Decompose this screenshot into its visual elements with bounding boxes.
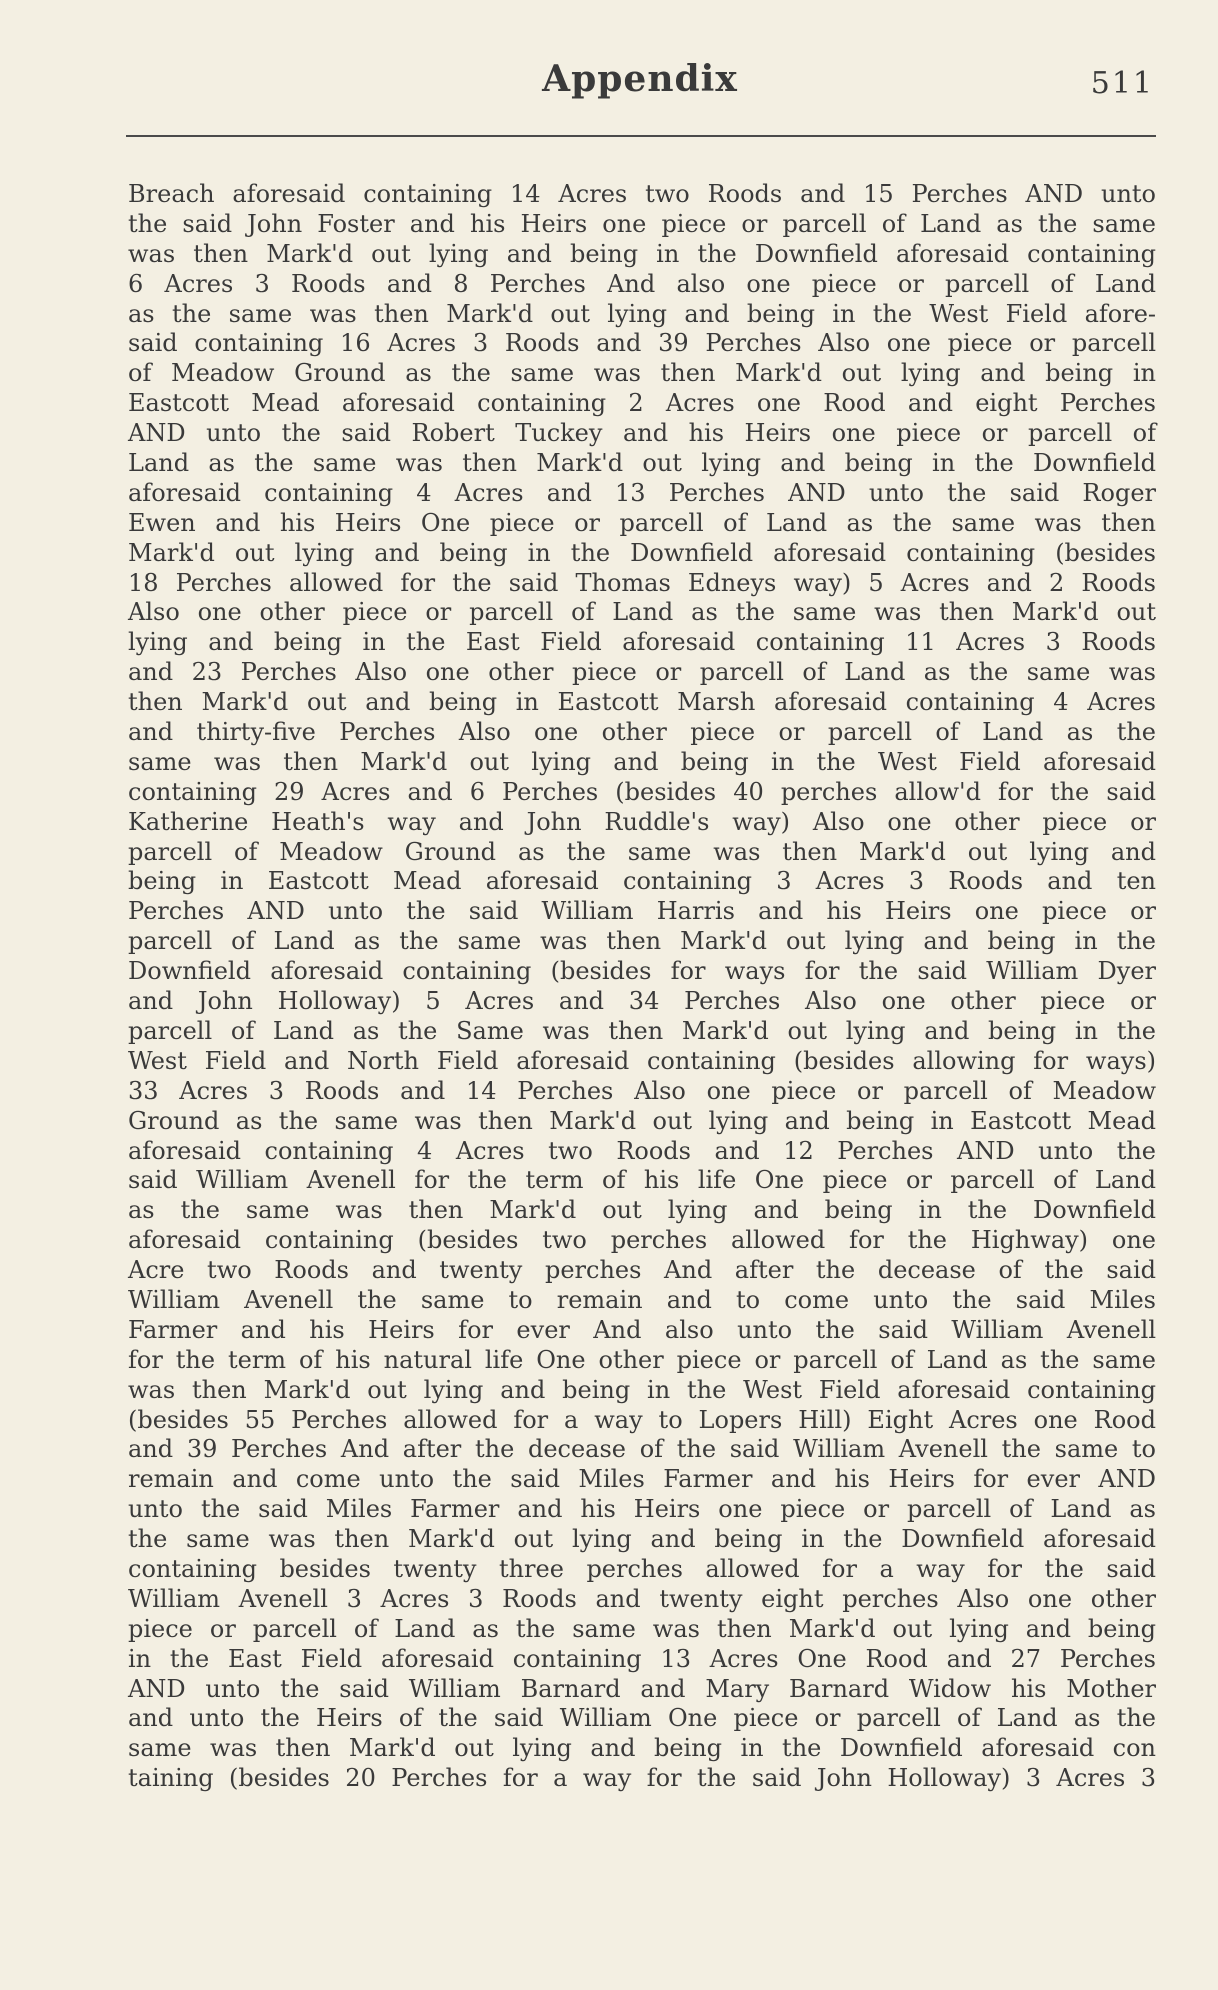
text-line: aforesaid containing 4 Acres and 13 Perches AND unto the said Roger [128, 478, 1156, 507]
text-line: 33 Acres 3 Roods and 14 Perches Also one piece or parcell of Meadow [128, 1076, 1156, 1105]
text-line: lying and being in the East Field aforesaid containing 11 Acres 3 Roods [128, 628, 1156, 657]
text-line: in the East Field aforesaid containing 13 Acres One Rood and 27 Perches [128, 1644, 1156, 1673]
text-line: Breach aforesaid containing 14 Acres two Roods and 15 Perches AND unto [128, 180, 1156, 208]
text-line: said containing 16 Acres 3 Roods and 39 Perches Also one piece or parcell [128, 329, 1156, 358]
text-line: 6 Acres 3 Roods and 8 Perches And also one piece or parcell of Land [128, 269, 1156, 298]
text-line: William Avenell the same to remain and to come unto the said Miles [128, 1285, 1156, 1314]
text-line: and 23 Perches Also one other piece or parcell of Land as the same was [128, 658, 1156, 687]
text-line: same was then Mark'd out lying and being in the Downfield aforesaid con [128, 1734, 1156, 1763]
text-line: piece or parcell of Land as the same was then Mark'd out lying and being [128, 1614, 1156, 1643]
running-head: Appendix [542, 58, 738, 100]
text-line: and unto the Heirs of the said William One piece or parcell of Land as the [128, 1704, 1156, 1733]
text-line: AND unto the said Robert Tuckey and his Heirs one piece or parcell of [128, 419, 1156, 448]
text-line: was then Mark'd out lying and being in the West Field aforesaid containing [128, 1375, 1156, 1404]
text-line: as the same was then Mark'd out lying and being in the West Field afore- [128, 299, 1156, 328]
text-line: parcell of Land as the same was then Mark'd out lying and being in the [128, 927, 1156, 956]
text-line: remain and come unto the said Miles Farmer and his Heirs for ever AND [128, 1465, 1156, 1494]
text-line: the same was then Mark'd out lying and being in the Downfield aforesaid [128, 1525, 1156, 1554]
text-line: the said John Foster and his Heirs one piece or parcell of Land as the same [128, 209, 1156, 238]
text-line: aforesaid containing (besides two perches allowed for the Highway) one [128, 1226, 1156, 1255]
text-line: taining (besides 20 Perches for a way for the said John Holloway) 3 Acres 3 [128, 1764, 1156, 1793]
header-rule [126, 135, 1156, 137]
text-line: same was then Mark'd out lying and being in the West Field aforesaid [128, 747, 1156, 776]
text-line: and thirty-five Perches Also one other piece or parcell of Land as the [128, 718, 1156, 747]
text-line: Katherine Heath's way and John Ruddle's way) Also one other piece or [128, 807, 1156, 836]
text-line: AND unto the said William Barnard and Mary Barnard Widow his Mother [128, 1674, 1156, 1703]
page-number: 511 [1090, 66, 1154, 101]
text-line: aforesaid containing 4 Acres two Roods and 12 Perches AND unto the [128, 1136, 1156, 1165]
text-line: William Avenell 3 Acres 3 Roods and twenty eight perches Also one other [128, 1584, 1156, 1613]
text-line: 18 Perches allowed for the said Thomas Edneys way) 5 Acres and 2 Roods [128, 568, 1156, 597]
text-line: Farmer and his Heirs for ever And also unto the said William Avenell [128, 1315, 1156, 1344]
text-line: and John Holloway) 5 Acres and 34 Perches Also one other piece or [128, 987, 1156, 1016]
text-line: said William Avenell for the term of his life One piece or parcell of Land [128, 1166, 1156, 1195]
text-line: for the term of his natural life One other piece or parcell of Land as the same [128, 1345, 1156, 1374]
text-line: Mark'd out lying and being in the Downfield aforesaid containing (besides [128, 538, 1156, 567]
text-line: containing 29 Acres and 6 Perches (besides 40 perches allow'd for the said [128, 777, 1156, 806]
text-line: (besides 55 Perches allowed for a way to Lopers Hill) Eight Acres one Rood [128, 1405, 1156, 1434]
text-line: being in Eastcott Mead aforesaid containing 3 Acres 3 Roods and ten [128, 867, 1156, 896]
text-line: Downfield aforesaid containing (besides for ways for the said William Dyer [128, 957, 1156, 986]
text-line: unto the said Miles Farmer and his Heirs one piece or parcell of Land as [128, 1495, 1156, 1524]
text-line: West Field and North Field aforesaid containing (besides allowing for ways) [128, 1046, 1156, 1075]
text-line: Land as the same was then Mark'd out lying and being in the Downfield [128, 449, 1156, 478]
text-line: and 39 Perches And after the decease of the said William Avenell the same to [128, 1435, 1156, 1464]
text-line: containing besides twenty three perches allowed for a way for the said [128, 1554, 1156, 1583]
page-header [126, 58, 1154, 118]
text-line: as the same was then Mark'd out lying and being in the Downfield [128, 1196, 1156, 1225]
text-line: then Mark'd out and being in Eastcott Marsh aforesaid containing 4 Acres [128, 688, 1156, 717]
text-line: Ewen and his Heirs One piece or parcell of Land as the same was then [128, 508, 1156, 537]
text-line: parcell of Land as the Same was then Mark'd out lying and being in the [128, 1016, 1156, 1045]
text-line: parcell of Meadow Ground as the same was then Mark'd out lying and [128, 837, 1156, 866]
body-text [128, 180, 1156, 1794]
text-line: Acre two Roods and twenty perches And after the decease of the said [128, 1256, 1156, 1285]
text-line: Perches AND unto the said William Harris and his Heirs one piece or [128, 897, 1156, 926]
text-line: Eastcott Mead aforesaid containing 2 Acres one Rood and eight Perches [128, 389, 1156, 418]
text-line: of Meadow Ground as the same was then Mark'd out lying and being in [128, 359, 1156, 388]
text-line: Ground as the same was then Mark'd out lying and being in Eastcott Mead [128, 1106, 1156, 1135]
text-line: Also one other piece or parcell of Land as the same was then Mark'd out [128, 598, 1156, 627]
text-line: was then Mark'd out lying and being in the Downfield aforesaid containing [128, 239, 1156, 268]
